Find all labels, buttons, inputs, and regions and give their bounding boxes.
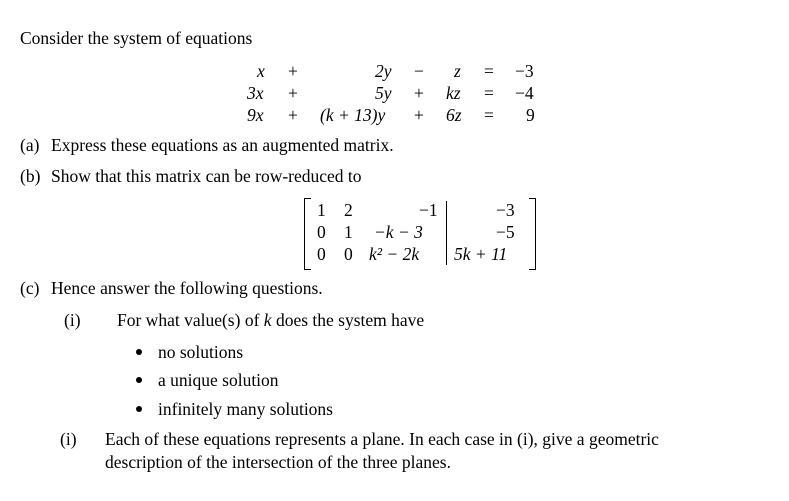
eq2-x-term: 3x — [247, 83, 264, 103]
matrix-left-bracket — [304, 198, 311, 270]
matrix-cell-r2c4: −5 — [496, 222, 515, 242]
eq3-y-term: (k + 13)y — [320, 105, 386, 125]
question-1-text — [117, 312, 424, 330]
eq1-op2: − — [414, 61, 424, 81]
eq1-y-term: 2y — [375, 61, 392, 81]
eq2-y-term: 5y — [375, 83, 392, 103]
part-b-label: (b) — [20, 166, 41, 186]
bullet-infinitely-many: infinitely many solutions — [158, 399, 333, 419]
eq3-op2: + — [414, 105, 424, 125]
question-1-variable: k — [263, 310, 272, 330]
eq2-op2: + — [414, 83, 424, 103]
part-c-label: (c) — [20, 278, 40, 298]
eq1-x-term: x — [257, 61, 265, 81]
question-2-label: (i) — [60, 429, 77, 449]
augmented-matrix — [304, 198, 536, 270]
question-1-label: (i) — [64, 310, 81, 330]
matrix-cell-r1c3: −1 — [419, 200, 438, 220]
part-c-text: Hence answer the following questions. — [51, 278, 323, 298]
intro-text: Consider the system of equations — [20, 28, 253, 48]
part-b-text: Show that this matrix can be row-reduced to — [51, 166, 362, 186]
eq3-z-term: 6z — [446, 105, 462, 125]
matrix-cell-r2c1: 0 — [317, 222, 326, 242]
matrix-cell-r1c1: 1 — [317, 200, 326, 220]
part-a-text: Express these equations as an augmented matrix. — [51, 135, 394, 155]
matrix-cell-r3c1: 0 — [317, 244, 326, 264]
question-2-line-2: description of the intersection of the three planes. — [105, 452, 451, 472]
eq1-op1: + — [288, 61, 298, 81]
matrix-cell-r3c4: 5k + 11 — [454, 244, 508, 264]
eq3-equals: = — [484, 105, 494, 125]
eq3-op1: + — [288, 105, 298, 125]
matrix-cell-r3c3: k² − 2k — [369, 244, 420, 264]
matrix-cell-r3c2: 0 — [344, 244, 353, 264]
matrix-augment-divider — [446, 201, 447, 265]
eq1-equals: = — [484, 61, 494, 81]
eq1-rhs: −3 — [515, 61, 534, 81]
eq3-rhs: 9 — [526, 105, 535, 125]
bullet-dot — [136, 406, 142, 412]
question-1-text-after: does the system have — [271, 310, 425, 330]
part-a-label: (a) — [20, 135, 40, 155]
eq2-equals: = — [484, 83, 494, 103]
eq1-z-term: z — [454, 61, 461, 81]
eq2-rhs: −4 — [515, 83, 534, 103]
question-1-text-before: For what value(s) of — [117, 310, 264, 330]
matrix-cell-r2c2: 1 — [344, 222, 353, 242]
bullet-dot — [136, 349, 142, 355]
matrix-right-bracket — [529, 198, 536, 270]
bullet-dot — [136, 377, 142, 383]
bullet-unique-solution: a unique solution — [158, 370, 279, 390]
matrix-cell-r1c4: −3 — [496, 200, 515, 220]
matrix-cell-r1c2: 2 — [344, 200, 353, 220]
question-2-line-1: Each of these equations represents a plane. In each case in (i), give a geometric — [105, 429, 659, 449]
eq3-x-term: 9x — [247, 105, 264, 125]
eq2-op1: + — [288, 83, 298, 103]
eq2-z-term: kz — [446, 83, 461, 103]
matrix-cell-r2c3: −k − 3 — [374, 222, 423, 242]
bullet-no-solutions: no solutions — [158, 342, 244, 362]
